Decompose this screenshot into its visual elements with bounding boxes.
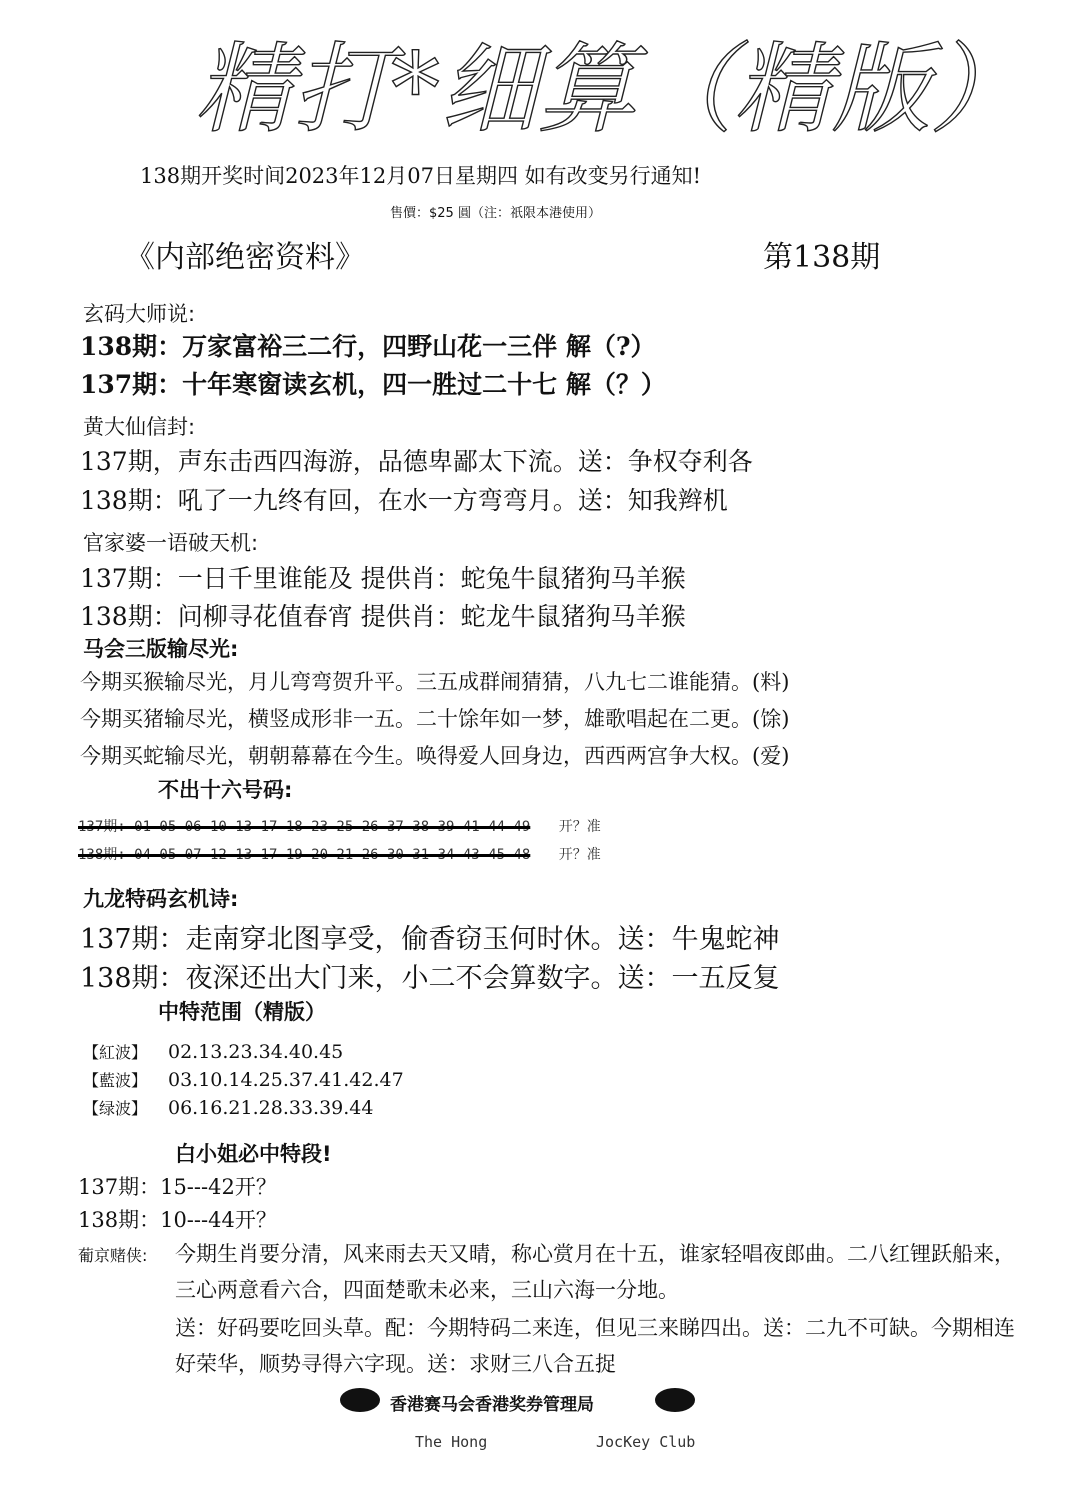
sixteen-numbers: 138期: 04 05 07 12 13 17 19 20 21 26 30 31 34 43 45 48 (78, 847, 531, 863)
jiulong-section-title: 九龙特码玄机诗: (83, 887, 239, 911)
price-note: 售價：$25 圓（注：祇限本港使用） (390, 206, 601, 221)
document-heading: 《内部绝密资料》 (125, 240, 365, 275)
sixteen-section-title: 不出十六号码: (158, 778, 293, 802)
svg-text:精打*细算（精版）: 精打*细算（精版） (195, 33, 1029, 147)
jiulong-line-138: 138期：夜深还出大门来，小二不会算数字。送：一五反复 (80, 963, 780, 994)
wave-tag: 【藍波】 (83, 1071, 148, 1090)
guanjia-section-title: 官家婆一语破天机: (83, 531, 259, 555)
logo-title (195, 28, 1029, 148)
wave-tag: 【紅波】 (83, 1043, 148, 1062)
guanjia-line-137: 137期：一日千里谁能及 提供肖：蛇兔牛鼠猪狗马羊猴 (80, 564, 686, 593)
huang-section-title: 黄大仙信封: (83, 415, 196, 439)
period-number: 第138期 (763, 240, 881, 275)
pujing-label: 葡京赌侠: (78, 1246, 148, 1265)
huang-line-137: 137期，声东击西四海游，品德卑鄙太下流。送：争权夺利各 (80, 447, 753, 476)
wave-tag: 【绿波】 (83, 1099, 148, 1118)
master-line-137: 137期：十年寒窗读玄机，四一胜过二十七 解（？） (80, 370, 666, 399)
sixteen-row-137 (78, 816, 601, 836)
huang-line-138: 138期：吼了一九终有回，在水一方弯弯月。送：知我辫机 (80, 486, 728, 515)
organization-name: 香港赛马会香港奖券管理局 (390, 1395, 594, 1415)
range-section-title: 中特范围（精版） (158, 1000, 326, 1024)
mahui-section-title: 马会三版输尽光: (83, 637, 239, 661)
sixteen-numbers: 137期: 01 05 06 10 13 17 18 23 25 26 37 38 39 41 44 49 (78, 819, 531, 835)
master-section-title: 玄码大师说: (83, 302, 196, 326)
mahui-line-2: 今期买猪输尽光，横竖成形非一五。二十馀年如一梦，雄歌唱起在二更。(馀) (80, 707, 790, 731)
bai-line-138: 138期：10---44开？ (78, 1208, 277, 1232)
sixteen-row-138 (78, 844, 601, 864)
jockey-club-logo-left (340, 1388, 380, 1412)
wave-green (83, 1096, 373, 1119)
wave-numbers: 06.16.21.28.33.39.44 (168, 1097, 374, 1119)
pujing-paragraph-1 (175, 1236, 1035, 1308)
pujing-paragraph-2 (175, 1310, 1035, 1382)
bai-section-title: 白小姐必中特段! (175, 1142, 332, 1166)
pujing-text-1: 今期生肖要分清，风来雨去天又晴，称心赏月在十五，谁家轻唱夜郎曲。二八红锂跃船来，三心两意看六合，四面楚歌未必来，三山六海一分地。 (175, 1242, 1015, 1302)
jiulong-line-137: 137期：走南穿北图享受，偷香窃玉何时休。送：牛鬼蛇神 (80, 924, 780, 955)
wave-numbers: 02.13.23.34.40.45 (168, 1041, 344, 1063)
sixteen-result: 开？准 (558, 847, 601, 863)
footer-english-left: The Hong (415, 1433, 488, 1451)
jockey-club-logo-right (655, 1388, 695, 1412)
mahui-line-1: 今期买猴输尽光，月儿弯弯贺升平。三五成群闹猜猜，八九七二谁能猜。(料) (80, 670, 790, 694)
guanjia-line-138: 138期：问柳寻花值春宵 提供肖：蛇龙牛鼠猪狗马羊猴 (80, 602, 686, 631)
pujing-text-2: 送：好码要吃回头草。配：今期特码二来连，但见三来睇四出。送：二九不可缺。今期相连好荣华，顺势寻得六字现。送：求财三八合五捉 (175, 1316, 1015, 1376)
wave-red (83, 1040, 343, 1063)
mahui-line-3: 今期买蛇输尽光，朝朝幕幕在今生。唤得爱人回身边，西西两宫争大权。(爱) (80, 744, 790, 768)
bai-line-137: 137期：15---42开？ (78, 1175, 277, 1199)
wave-numbers: 03.10.14.25.37.41.42.47 (168, 1069, 404, 1091)
issue-date-line: 138期开奖时间2023年12月07日星期四 如有改变另行通知! (140, 164, 702, 188)
wave-blue (83, 1068, 404, 1091)
sixteen-result: 开？准 (558, 819, 601, 835)
master-line-138: 138期：万家富裕三二行，四野山花一三伴 解（?） (80, 332, 656, 361)
footer-english-right: JocKey Club (596, 1433, 696, 1451)
